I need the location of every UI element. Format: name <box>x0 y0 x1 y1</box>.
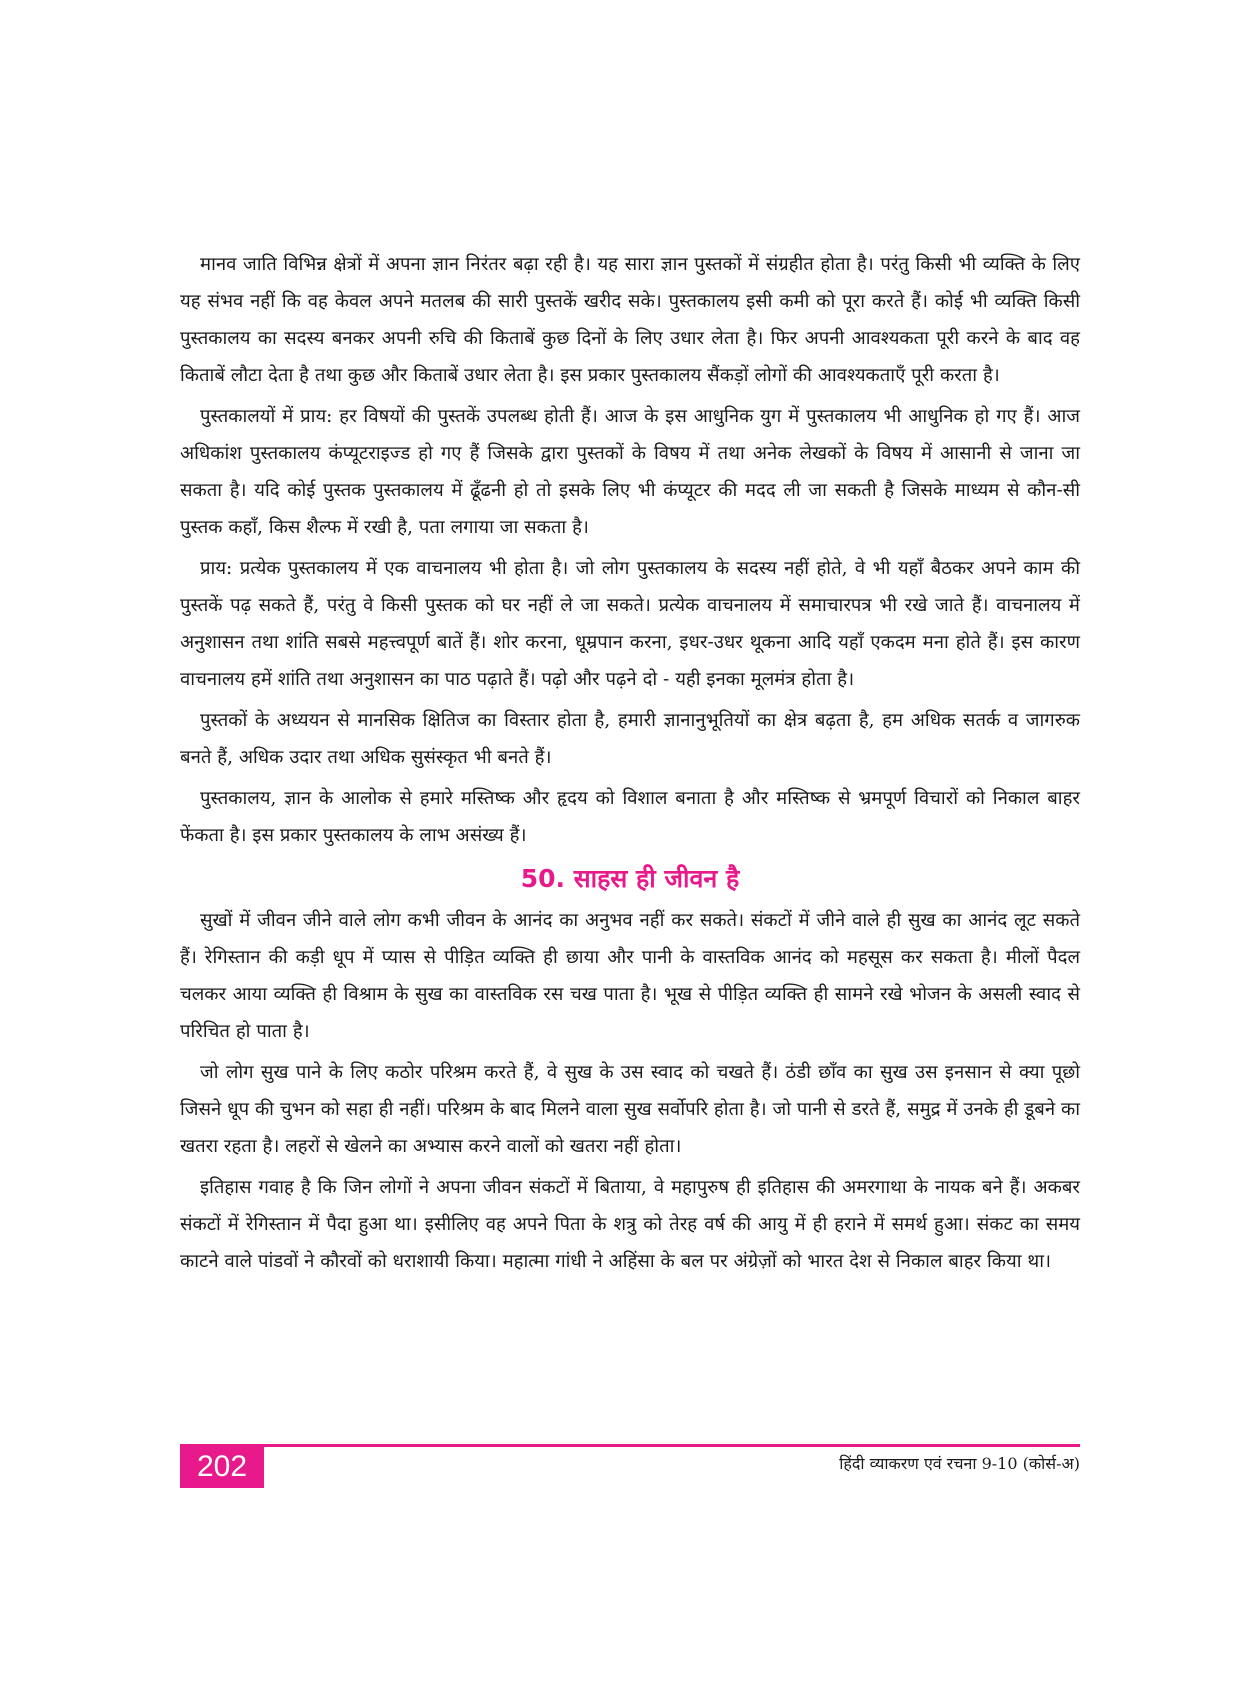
footer-rule <box>180 1444 1080 1447</box>
book-title: हिंदी व्याकरण एवं रचना 9-10 (कोर्स-अ) <box>839 1454 1080 1473</box>
essay-title: 50. साहस ही जीवन है <box>520 864 740 893</box>
paragraph: पुस्तकों के अध्ययन से मानसिक क्षितिज का विस्तार होता है, हमारी ज्ञानानुभूतियों का क्षेत्र बढ़ता है, हम अधिक सतर्क व जागरुक बनते हैं, अधिक उदार तथा अधिक सुसंस्कृत भी बनते हैं। <box>180 710 1080 768</box>
paragraph: जो लोग सुख पाने के लिए कठोर परिश्रम करते हैं, वे सुख के उस स्वाद को चखते हैं। ठंडी छाँव का सुख उस इनसान से क्या पूछो जिसने धूप की चुभन को सहा ही नहीं। परिश्रम के बाद मिलने वाला सुख सर्वोपरि होता है। जो पानी से डरते हैं, समुद्र में उनके ही डूबने का खतरा रहता है। लहरों से खेलने का अभ्यास करने वालों को खतरा नहीं होता। <box>180 1062 1080 1157</box>
paragraph: सुखों में जीवन जीने वाले लोग कभी जीवन के आनंद का अनुभव नहीं कर सकते। संकटों में जीने वाले ही सुख का आनंद लूट सकते हैं। रेगिस्तान की कड़ी धूप में प्यास से पीड़ित व्यक्ति ही छाया और पानी के वास्तविक आनंद को महसूस कर सकता है। मीलों पैदल चलकर आया व्यक्ति ही विश्राम के सुख का वास्तविक रस चख पाता है। भूख से पीड़ित व्यक्ति ही सामने रखे भोजन के असली स्वाद से परिचित हो पाता है। <box>180 910 1080 1042</box>
paragraph: प्राय: प्रत्येक पुस्तकालय में एक वाचनालय भी होता है। जो लोग पुस्तकालय के सदस्य नहीं होते, वे भी यहाँ बैठकर अपने काम की पुस्तकें पढ़ सकते हैं, परंतु वे किसी पुस्तक को घर नहीं ले जा सकते। प्रत्येक वाचनालय में समाचारपत्र भी रखे जाते हैं। वाचनालय में अनुशासन तथा शांति सबसे महत्त्वपूर्ण बातें हैं। शोर करना, धूम्रपान करना, इधर-उधर थूकना आदि यहाँ एकदम मना होते हैं। इस कारण वाचनालय हमें शांति तथा अनुशासन का पाठ पढ़ाते हैं। पढ़ो और पढ़ने दो - यही इनका मूलमंत्र होता है। <box>180 558 1080 690</box>
paragraph: पुस्तकालय, ज्ञान के आलोक से हमारे मस्तिष्क और हृदय को विशाल बनाता है और मस्तिष्क से भ्रमपूर्ण विचारों को निकाल बाहर फेंकता है। इस प्रकार पुस्तकालय के लाभ असंख्य हैं। <box>180 788 1080 846</box>
paragraph: पुस्तकालयों में प्राय: हर विषयों की पुस्तकें उपलब्ध होती हैं। आज के इस आधुनिक युग में पुस्तकालय भी आधुनिक हो गए हैं। आज अधिकांश पुस्तकालय कंप्यूटराइज्ड हो गए हैं जिसके द्वारा पुस्तकों के विषय में तथा अनेक लेखकों के विषय में आसानी से जाना जा सकता है। यदि कोई पुस्तक पुस्तकालय में ढूँढनी हो तो इसके लिए भी कंप्यूटर की मदद ली जा सकती है जिसके माध्यम से कौन-सी पुस्तक कहाँ, किस शैल्फ में रखी है, पता लगाया जा सकता है। <box>180 406 1080 538</box>
page-number: 202 <box>180 1446 264 1488</box>
paragraph: मानव जाति विभिन्न क्षेत्रों में अपना ज्ञान निरंतर बढ़ा रही है। यह सारा ज्ञान पुस्तकों में संग्रहीत होता है। परंतु किसी भी व्यक्ति के लिए यह संभव नहीं कि वह केवल अपने मतलब की सारी पुस्तकें खरीद सके। पुस्तकालय इसी कमी को पूरा करते हैं। कोई भी व्यक्ति किसी पुस्तकालय का सदस्य बनकर अपनी रुचि की किताबें कुछ दिनों के लिए उधार लेता है। फिर अपनी आवश्यकता पूरी करने के बाद वह किताबें लौटा देता है तथा कुछ और किताबें उधार लेता है। इस प्रकार पुस्तकालय सैंकड़ों लोगों की आवश्यकताएँ पूरी करता है। <box>180 254 1080 386</box>
paragraph: इतिहास गवाह है कि जिन लोगों ने अपना जीवन संकटों में बिताया, वे महापुरुष ही इतिहास की अमरगाथा के नायक बने हैं। अकबर संकटों में रेगिस्तान में पैदा हुआ था। इसीलिए वह अपने पिता के शत्रु को तेरह वर्ष की आयु में ही हराने में समर्थ हुआ। संकट का समय काटने वाले पांडवों ने कौरवों को धराशायी किया। महात्मा गांधी ने अहिंसा के बल पर अंग्रेज़ों को भारत देश से निकाल बाहर किया था। <box>180 1177 1080 1272</box>
page-content <box>180 246 1080 1284</box>
